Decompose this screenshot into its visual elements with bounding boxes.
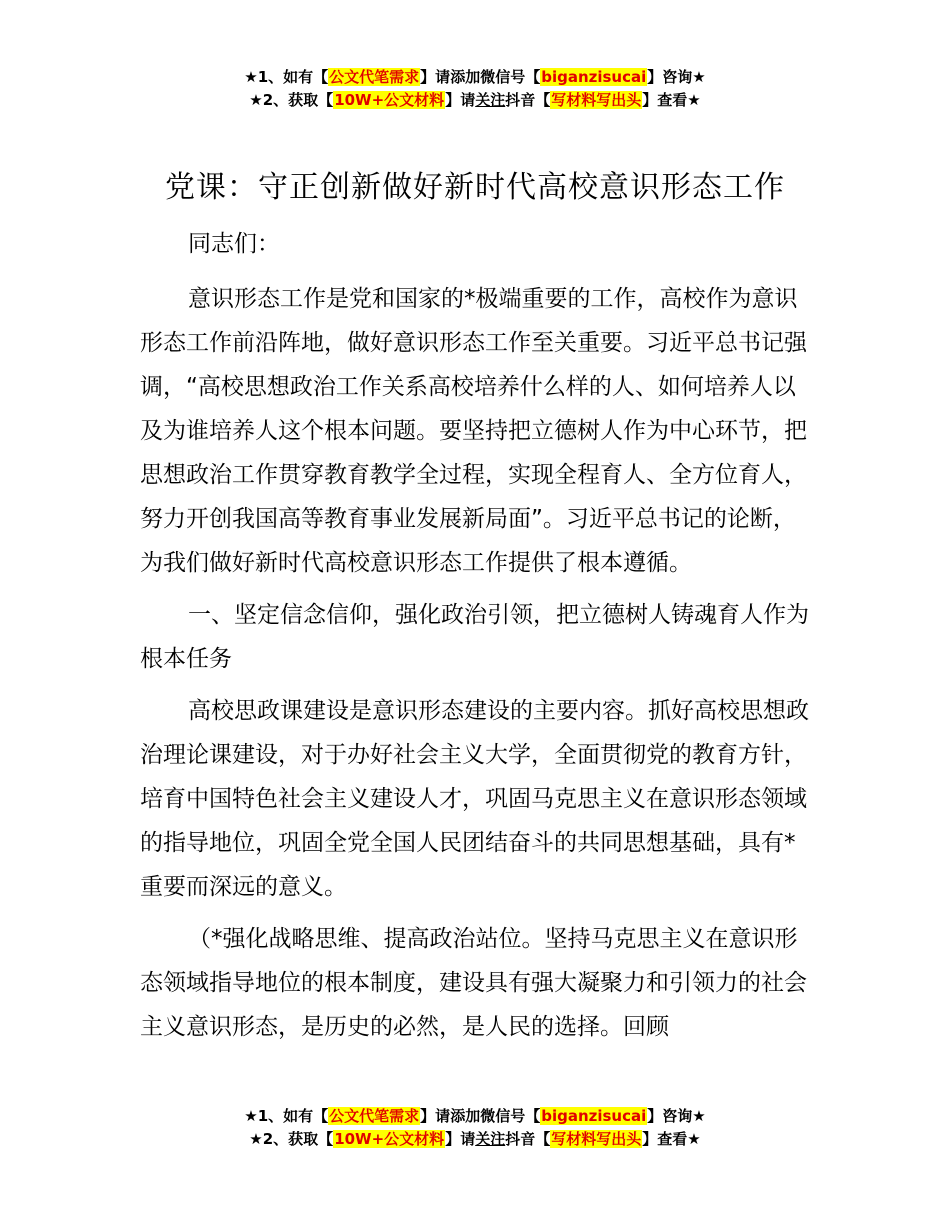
document-title: 党课：守正创新做好新时代高校意识形态工作: [165, 170, 785, 205]
promo-line-1: [0, 1105, 950, 1128]
promo-text: 微信号【: [480, 1107, 541, 1125]
promo-text: 】查看★: [642, 1130, 701, 1148]
paragraph-intro: 意识形态工作是党和国家的*极端重要的工作，高校作为意识形态工作前沿阵地，做好意识形态工作至关重要。习近平总书记强调，“高校思想政治工作关系高校培养什么样的人、如何培养人以及为谁培养人这个根本问题。要坚持把立德树人作为中心环节，把思想政治工作贯穿教育教学全过程，实现全程育人、全方位育人，努力开创我国高等教育事业发展新局面”。习近平总书记的论断，为我们做好新时代高校意识形态工作提供了根本遵循。: [140, 286, 807, 576]
promo-text-emphasis: 添加: [450, 1107, 481, 1125]
highlight-douyin-account: 写材料写出头: [551, 1130, 642, 1148]
promo-text: 】咨询★: [647, 1107, 706, 1125]
promo-text: 】请: [420, 1107, 451, 1125]
promo-banner-bottom: [0, 1105, 950, 1151]
promo-text-emphasis: 添加: [450, 68, 481, 86]
promo-banner-top: [0, 66, 950, 112]
salutation: 同志们：: [188, 231, 280, 257]
promo-line-2: [0, 89, 950, 112]
highlight-wechat-id: biganzisucai: [541, 68, 647, 86]
document-body: [140, 222, 812, 1057]
promo-text: 】查看★: [642, 91, 701, 109]
promo-text: 】请: [420, 68, 451, 86]
promo-text: ★1、如有【: [244, 1107, 329, 1125]
promo-text: 】请: [445, 91, 476, 109]
promo-text: ★1、如有【: [244, 68, 329, 86]
highlight-service: 公文代笔需求: [329, 1107, 420, 1125]
promo-text: ★2、获取【: [249, 1130, 334, 1148]
promo-text: 】咨询★: [647, 68, 706, 86]
highlight-wechat-id: biganzisucai: [541, 1107, 647, 1125]
paragraph-subsection-1: （*强化战略思维、提高政治站位。坚持马克思主义在意识形态领域指导地位的根本制度，建设具有强大凝聚力和引领力的社会主义意识形态，是历史的必然，是人民的选择。回顾: [140, 926, 807, 1040]
promo-text-underlined: 关注: [475, 1130, 506, 1148]
promo-line-2: [0, 1128, 950, 1151]
promo-text: ★2、获取【: [249, 91, 334, 109]
promo-line-1: [0, 66, 950, 89]
paragraph-section-1: 高校思政课建设是意识形态建设的主要内容。抓好高校思想政治理论课建设，对于办好社会主义大学，全面贯彻党的教育方针，培育中国特色社会主义建设人才，巩固马克思主义在意识形态领域的指导地位，巩固全党全国人民团结奋斗的共同思想基础，具有*重要而深远的意义。: [140, 698, 809, 900]
highlight-douyin-account: 写材料写出头: [551, 91, 642, 109]
promo-text-underlined: 关注: [475, 91, 506, 109]
promo-text: 抖音【: [505, 1130, 551, 1148]
promo-text: 抖音【: [505, 91, 551, 109]
promo-text: 】请: [445, 1130, 476, 1148]
section-heading-1: 一、坚定信念信仰，强化政治引领，把立德树人铸魂育人作为根本任务: [140, 602, 809, 672]
highlight-materials: 10W+公文材料: [334, 1130, 445, 1148]
promo-text: 微信号【: [480, 68, 541, 86]
highlight-service: 公文代笔需求: [329, 68, 420, 86]
highlight-materials: 10W+公文材料: [334, 91, 445, 109]
